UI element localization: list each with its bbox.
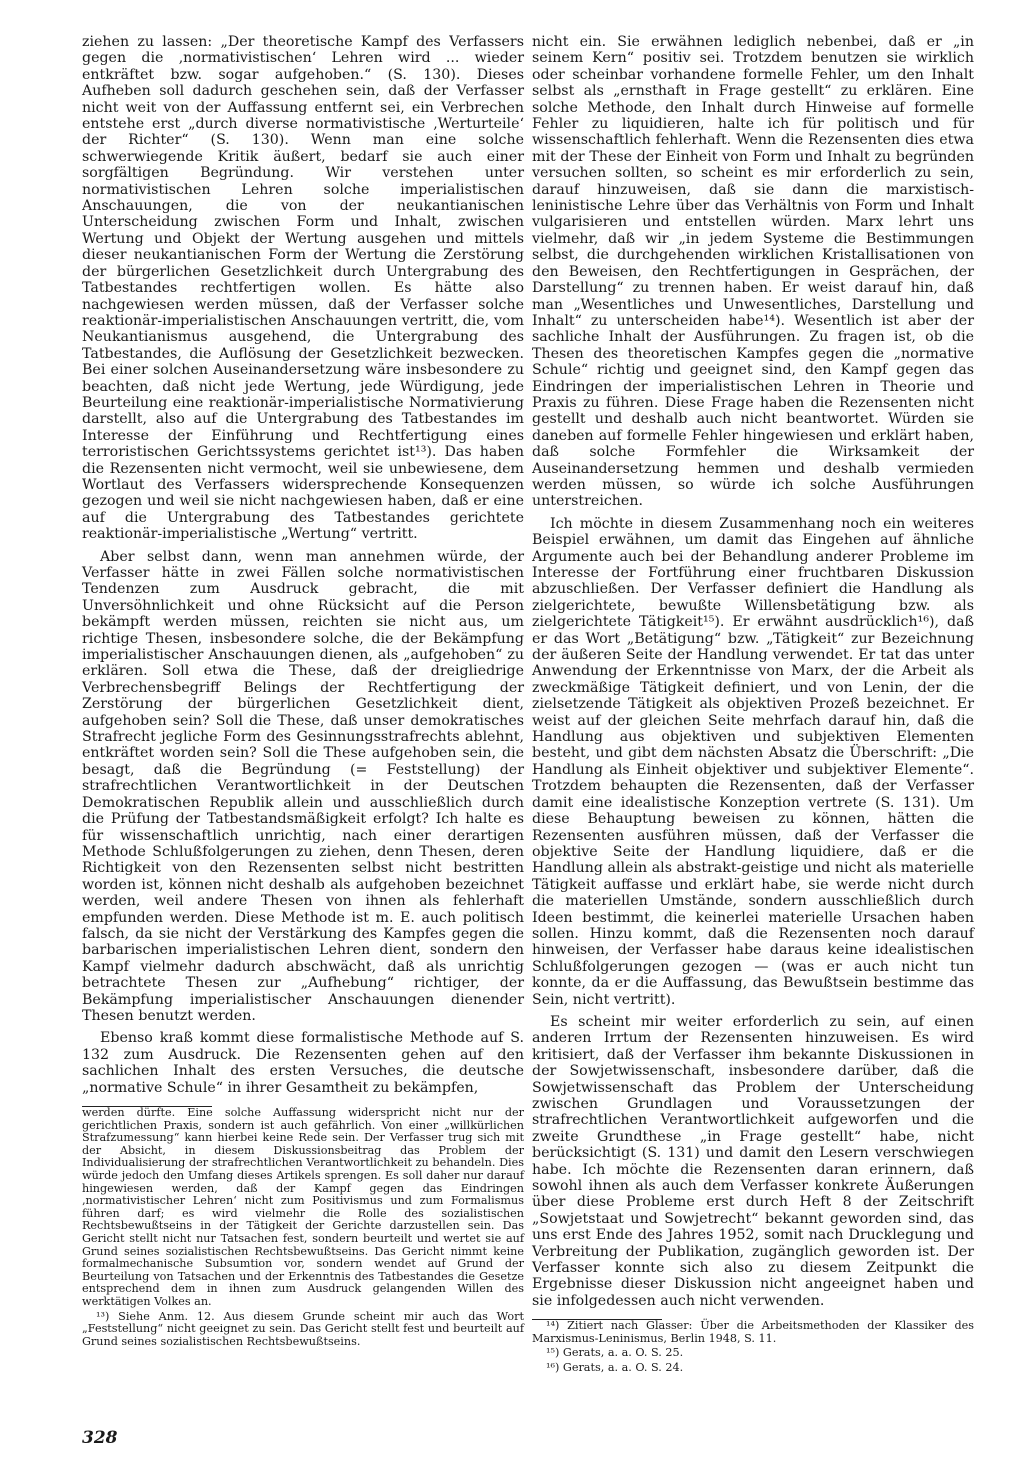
footnote-16: ¹⁶) Gerats, a. a. O. S. 24. xyxy=(546,1361,684,1375)
footnote-14: ¹⁴) Zitiert nach Glasser: Über die Arbeitsmethoden der Klassiker des Marxismus-Leninismus, Berlin 1948, S. 11. xyxy=(532,1319,974,1345)
footnote-15: ¹⁵) Gerats, a. a. O. S. 25. xyxy=(546,1346,684,1360)
left-footnotes xyxy=(82,1106,524,1348)
left-paragraph-3: Ebenso kraß kommt diese formalistische Methode auf S. 132 zum Ausdruck. Die Rezensenten gehen auf den sachlichen Inhalt des ersten Versuches, die deutsche „normative Schule“ in ihrer Gesamtheit zu bekämpfen, xyxy=(82,1030,524,1096)
footnote-13: ¹³) Siehe Anm. 12. Aus diesem Grunde scheint mir auch das Wort „Feststellung“ nicht geeignet zu sein. Das Gericht stellt fest und beurteilt auf Grund seines sozialistischen Rechtsbewußtseins. xyxy=(82,1309,524,1348)
right-paragraph-3: Es scheint mir weiter erforderlich zu sein, auf einen anderen Irrtum der Rezensenten hinzuweisen. Es wird kritisiert, daß der Verfasser ihm bekannte Diskussionen in der Sowjetwissenschaft, insbesondere darüber, daß die Sowjetwissenschaft das Problem der Unterscheidung zwischen Grundlagen und Voraussetzungen der strafrechtlichen Verantwortlichkeit aufgeworfen und die zweite Grundthese „in Frage gestellt“ habe, nicht berücksichtigt (S. 131) und damit den Lesern verschwiegen habe. Ich möchte die Rezensenten daran erinnern, daß sowohl ihnen als auch dem Verfasser konkrete Äußerungen über diese Probleme erst durch Heft 8 der Zeitschrift „Sowjetstaat und Sowjetrecht“ bekannt geworden sind, das uns erst Ende des Jahres 1952, somit nach Drucklegung und Verbreitung der Publikation, zugänglich geworden ist. Der Verfasser konnte sich also zu diesem Zeitpunkt die Ergebnisse dieser Diskussion nicht angeeignet haben und sie infolgedessen auch nicht verwenden. xyxy=(532,1013,974,1309)
footnote-12-continued: werden dürfte. Eine solche Auffassung widerspricht nicht nur der gerichtlichen Praxis, sondern ist auch gefährlich. Von einer „willkürlichen Strafzumessung“ kann hierbei keine Rede sein. Der Verfasser trug sich mit der Absicht, in diesem Diskussionsbeitrag das Problem der Individualisierung der strafrechtlichen Verantwortlichkeit zu behandeln. Dies würde jedoch den Umfang dieses Artikels sprengen. Es soll daher nur darauf hingewiesen werden, daß der Kampf gegen das Eindringen ‚normativistischer Lehren‘ nicht zum Positivismus und zum Formalismus führen darf; es wird vielmehr die Rolle des sozialistischen Rechtsbewußtseins in der Tätigkeit der Gerichte darzustellen sein. Das Gericht stellt nicht nur Tatsachen fest, sondern beurteilt und wertet sie auf Grund seines sozialistischen Rechtsbewußtseins. Das Gericht nimmt keine formalmechanische Subsumtion vor, sondern wendet auf Grund der Beurteilung von Tatsachen und der Erkenntnis des Tatbestandes die Gesetze entsprechend dem in ihnen zum Ausdruck gelangenden Willen des werktätigen Volkes an. xyxy=(82,1106,524,1308)
left-paragraph-2: Aber selbst dann, wenn man annehmen würde, der Verfasser hätte in zwei Fällen solche normativistischen Tendenzen zum Ausdruck gebracht, die mit Unversöhnlichkeit und ohne Rücksicht auf die Person bekämpft werden müssen, reichten sie nicht aus, um richtige Thesen, insbesondere solche, die der Bekämpfung imperialistischer Anschauungen dienen, als „aufgehoben“ zu erklären. Soll etwa die These, daß der dreigliedrige Verbrechensbegriff Belings der Rechtfertigung der Zerstörung der bürgerlichen Gesetzlichkeit dient, aufgehoben sein? Soll die These, daß unser demokratisches Strafrecht jegliche Form des Gesinnungsstrafrechts ablehnt, entkräftet worden sein? Soll die These aufgehoben sein, die besagt, daß die Begründung (= Feststellung) der strafrechtlichen Verantwortlichkeit in der Deutschen Demokratischen Republik allein und ausschließlich durch die Prüfung der Tatbestandsmäßigkeit erfolgt? Ich halte es für wissenschaftlich unrichtig, nach einer derartigen Methode Schlußfolgerungen zu ziehen, denn Thesen, deren Richtigkeit von den Rezensenten selbst nicht bestritten worden ist, können nicht deshalb als aufgehoben bezeichnet werden, weil andere Thesen von ihnen als fehlerhaft empfunden werden. Diese Methode ist m. E. auch politisch falsch, da sie nicht der Verstärkung des Kampfes gegen die barbarischen imperialistischen Lehren dient, sondern den Kampf vielmehr dadurch abschwächt, daß als unrichtig betrachtete Thesen zur „Aufhebung“ richtiger, der Bekämpfung imperialistischer Anschauungen dienender Thesen benutzt werden. xyxy=(82,548,524,1024)
right-body-text xyxy=(532,34,974,1309)
right-column xyxy=(532,34,974,1377)
left-body-text xyxy=(82,34,524,1096)
right-paragraph-2: Ich möchte in diesem Zusammenhang noch ein weiteres Beispiel erwähnen, um damit das Eingehen auf ähnliche Argumente auch bei der Behandlung anderer Probleme im Interesse der Fortführung einer fruchtbaren Diskussion abzuschließen. Der Verfasser definiert die Handlung als zielgerichtete, bewußte Willensbetätigung bzw. als zielgerichtete Tätigkeit¹⁵). Er erwähnt ausdrücklich¹⁶), daß er das Wort „Betätigung“ bzw. „Tätigkeit“ zur Bezeichnung der äußeren Seite der Handlung verwendet. Er tat das unter Anwendung der Erkenntnisse von Marx, der die Arbeit als zweckmäßige Tätigkeit definiert, und von Lenin, der die zielsetzende Tätigkeit als objektiven Prozeß bezeichnet. Er weist auf der gleichen Seite mehrfach darauf hin, daß die Handlung aus objektiven und subjektiven Elementen besteht, und gibt dem nächsten Absatz die Überschrift: „Die Handlung als Einheit objektiver und subjektiver Elemente“. Trotzdem behaupten die Rezensenten, daß der Verfasser damit eine idealistische Konzeption vertrete (S. 131). Um diese Behauptung beweisen zu können, hätten die Rezensenten ausführen müssen, daß der Verfasser die objektive Seite der Handlung liquidiere, daß er die Handlung allein als abstrakt-geistige und nicht als materielle Tätigkeit auffasse und erklärt habe, sie werde nicht durch die materiellen Umstände, sondern ausschließlich durch Ideen bestimmt, die keinerlei materielle Ursachen haben sollen. Hinzu kommt, daß die Rezensenten noch darauf hinweisen, der Verfasser habe daraus keine idealistischen Schlußfolgerungen gezogen — (was er auch nicht tun konnte, da er die Auffassung, das Bewußtsein bestimme das Sein, nicht vertritt). xyxy=(532,515,974,1008)
page-number: 328 xyxy=(82,1428,118,1448)
left-paragraph-1: ziehen zu lassen: „Der theoretische Kampf des Verfassers gegen die ‚normativistischen‘ Lehren wird ... wieder entkräftet bzw. sogar aufgehoben.“ (S. 130). Dieses Aufheben soll dadurch geschehen sein, daß der Verfasser nicht weit von der Auffassung entfernt sei, ein Verbrechen entstehe erst „durch diverse normativistische ‚Werturteile‘ der Richter“ (S. 130). Wenn man eine solche schwerwiegende Kritik äußert, bedarf sie auch einer sorgfältigen Begründung. Wir verstehen unter normativistischen Lehren solche imperialistischen Anschauungen, die von der neukantianischen Unterscheidung zwischen Form und Inhalt, zwischen Wertung und Objekt der Wertung ausgehen und mittels dieser neukantianischen Form der Wertung die Zerstörung der bürgerlichen Gesetzlichkeit durch Untergrabung des Tatbestandes rechtfertigen wollen. Es hätte also nachgewiesen werden müssen, daß der Verfasser solche reaktionär-imperialistischen Anschauungen vertritt, die, vom Neukantianismus ausgehend, die Untergrabung des Tatbestandes, die Auflösung der Gesetzlichkeit bezwecken. Bei einer solchen Auseinandersetzung wäre insbesondere zu beachten, daß nicht jede Wertung, jede Würdigung, jede Beurteilung eine reaktionär-imperialistische Normativierung darstellt, also auf die Untergrabung des Tatbestandes im Interesse der Einführung und Rechtfertigung eines terroristischen Gerichtssystems gerichtet ist¹³). Das haben die Rezensenten nicht vermocht, weil sie unbewiesene, dem Wortlaut des Verfassers widersprechende Konsequenzen gezogen und weil sie nicht nachgewiesen haben, daß er eine auf die Untergrabung des Tatbestandes gerichtete reaktionär-imperialistische „Wertung“ vertritt. xyxy=(82,34,524,543)
right-footnotes xyxy=(532,1319,974,1374)
left-column xyxy=(82,34,524,1350)
right-paragraph-1: nicht ein. Sie erwähnen lediglich nebenbei, daß er „in seinem Kern“ positiv sei. Trotzdem benutzen sie wirklich oder scheinbar vorhandene formelle Fehler, um den Inhalt selbst als „ernsthaft in Frage gestellt“ zu erklären. Eine solche Methode, den Inhalt durch Hinweise auf formelle Fehler zu liquidieren, halte ich für politisch und für wissenschaftlich fehlerhaft. Wenn die Rezensenten dies etwa mit der These der Einheit von Form und Inhalt zu begründen versuchen sollten, so scheint es mir erforderlich zu sein, darauf hinzuweisen, daß sie dann die marxistisch-leninistische Lehre über das Verhältnis von Form und Inhalt vulgarisieren und entstellen würden. Marx lehrt uns vielmehr, daß wir „in jedem Systeme die Bestimmungen selbst, die durchgehenden wirklichen Kristallisationen von den Beweisen, den Rechtfertigungen in Gesprächen, der Darstellung“ zu trennen haben. Er weist darauf hin, daß man „Wesentliches und Unwesentliches, Darstellung und Inhalt“ zu unterscheiden habe¹⁴). Wesentlich ist aber der sachliche Inhalt der Ausführungen. Zu fragen ist, ob die Thesen des theoretischen Kampfes gegen die „normative Schule“ richtig und geeignet sind, den Kampf gegen das Eindringen der imperialistischen Lehren in Theorie und Praxis zu führen. Diese Frage haben die Rezensenten nicht gestellt und deshalb auch nicht beantwortet. Würden sie daneben auf formelle Fehler hingewiesen und erklärt haben, daß solche Formfehler die Wirksamkeit der Auseinandersetzung hemmen und deshalb vermieden werden müssen, so würde ich solche Ausführungen unterstreichen. xyxy=(532,34,974,510)
